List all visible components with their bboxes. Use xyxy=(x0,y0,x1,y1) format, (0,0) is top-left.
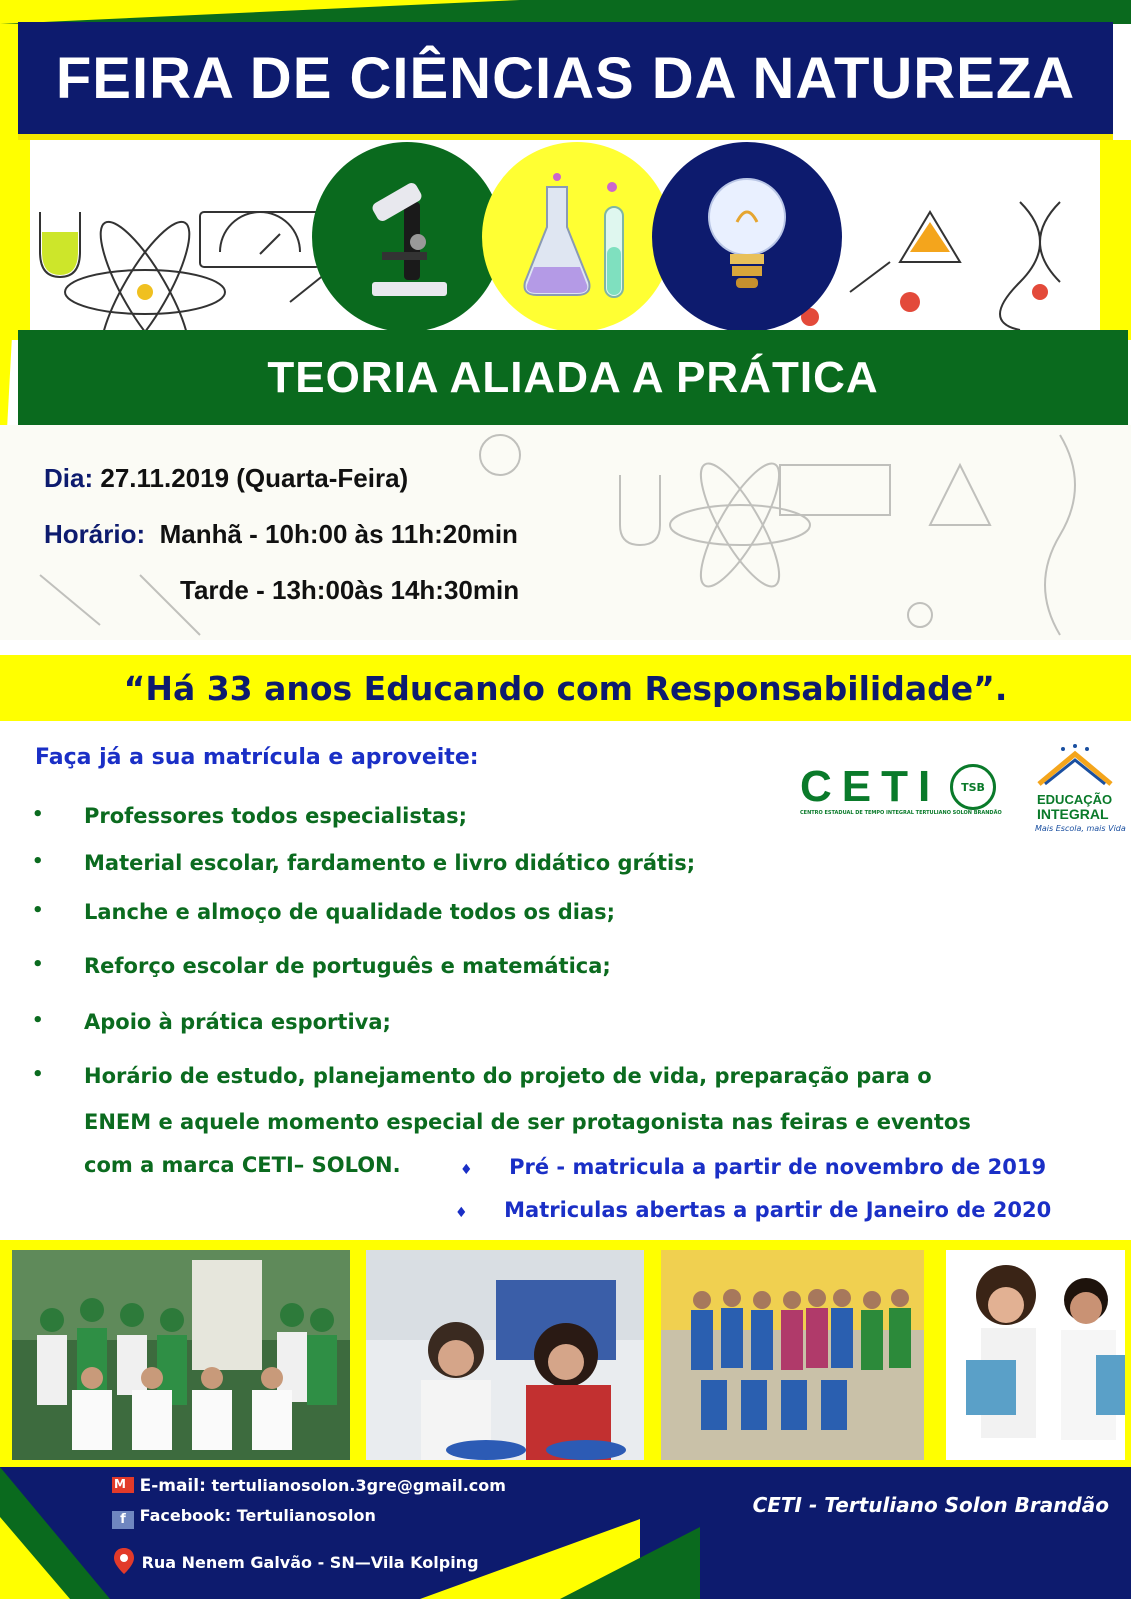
microscope-icon xyxy=(352,172,462,302)
photo-group-teachers xyxy=(6,1244,356,1466)
mail-icon: M xyxy=(112,1477,134,1493)
title-band xyxy=(18,22,1113,140)
slogan-band xyxy=(0,655,1131,721)
books-photo-illustration xyxy=(946,1250,1127,1462)
flask-circle xyxy=(482,142,672,330)
group-photo-illustration xyxy=(12,1250,352,1462)
microscope-circle xyxy=(312,142,502,330)
photo-students-books xyxy=(940,1244,1131,1466)
top-yellow-wedge xyxy=(0,0,520,24)
lightbulb-icon xyxy=(702,172,792,302)
ceti-caption: CENTRO ESTADUAL DE TEMPO INTEGRAL TERTULIANO SOLON BRANDÃO xyxy=(800,810,1002,816)
event-info-area xyxy=(0,425,1131,640)
roof-icon xyxy=(1035,740,1115,790)
offer-title: Faça já a sua matrícula e aproveite: xyxy=(35,745,479,770)
diamond-bullet-icon: ♦ xyxy=(455,1205,468,1221)
ceti-logo xyxy=(800,762,1010,822)
educacao-integral-logo: EDUCAÇÃO INTEGRAL Mais Escola, mais Vida xyxy=(1035,740,1115,850)
footer-signature: CETI - Tertuliano Solon Brandão xyxy=(752,1493,1109,1517)
facebook-link[interactable]: Tertulianosolon xyxy=(236,1506,376,1525)
photo-sports-team xyxy=(655,1244,930,1466)
footer-yellow-wedge-left xyxy=(0,1517,70,1599)
right-yellow-strip xyxy=(1100,140,1131,340)
footer-address: Rua Nenem Galvão - SN—Vila Kolping xyxy=(112,1546,479,1576)
footer-green-wedge-right xyxy=(560,1527,700,1599)
event-date: Dia: 27.11.2019 (Quarta-Feira) xyxy=(44,463,409,493)
event-time-morning: Horário: Manhã - 10h:00 às 11h:20min xyxy=(44,519,518,549)
subtitle-band xyxy=(18,330,1128,425)
diamond-bullet-icon: ♦ xyxy=(460,1162,473,1178)
email-link[interactable]: tertulianosolon.3gre@gmail.com xyxy=(211,1476,506,1495)
event-time-afternoon: Tarde - 13h:00às 14h:30min xyxy=(180,575,520,605)
registration-open-note: ♦ Matriculas abertas a partir de Janeiro de 2020 xyxy=(455,1198,1052,1222)
page-title: FEIRA DE CIÊNCIAS DA NATUREZA xyxy=(55,45,1076,111)
pre-registration-note: ♦ Pré - matricula a partir de novembro de 2019 xyxy=(460,1155,1047,1179)
footer-facebook: f Facebook: Tertulianosolon xyxy=(112,1506,376,1529)
science-illustration xyxy=(30,142,1100,330)
lightbulb-circle xyxy=(652,142,842,330)
ceti-seal-icon: TSB xyxy=(950,764,996,810)
page-subtitle: TEORIA ALIADA A PRÁTICA xyxy=(267,352,879,402)
lunch-photo-illustration xyxy=(366,1250,646,1462)
facebook-icon: f xyxy=(112,1511,134,1529)
footer-email: M E-mail: tertulianosolon.3gre@gmail.com xyxy=(114,1476,506,1496)
flask-icon xyxy=(517,167,637,307)
left-yellow-strip xyxy=(0,140,30,340)
ceti-logo-text: CETI xyxy=(800,762,941,811)
location-pin-icon xyxy=(112,1546,136,1576)
sports-photo-illustration xyxy=(661,1250,926,1462)
slogan: “Há 33 anos Educando com Responsabilidade”. xyxy=(123,668,1008,708)
photo-students-lunch xyxy=(360,1244,650,1466)
